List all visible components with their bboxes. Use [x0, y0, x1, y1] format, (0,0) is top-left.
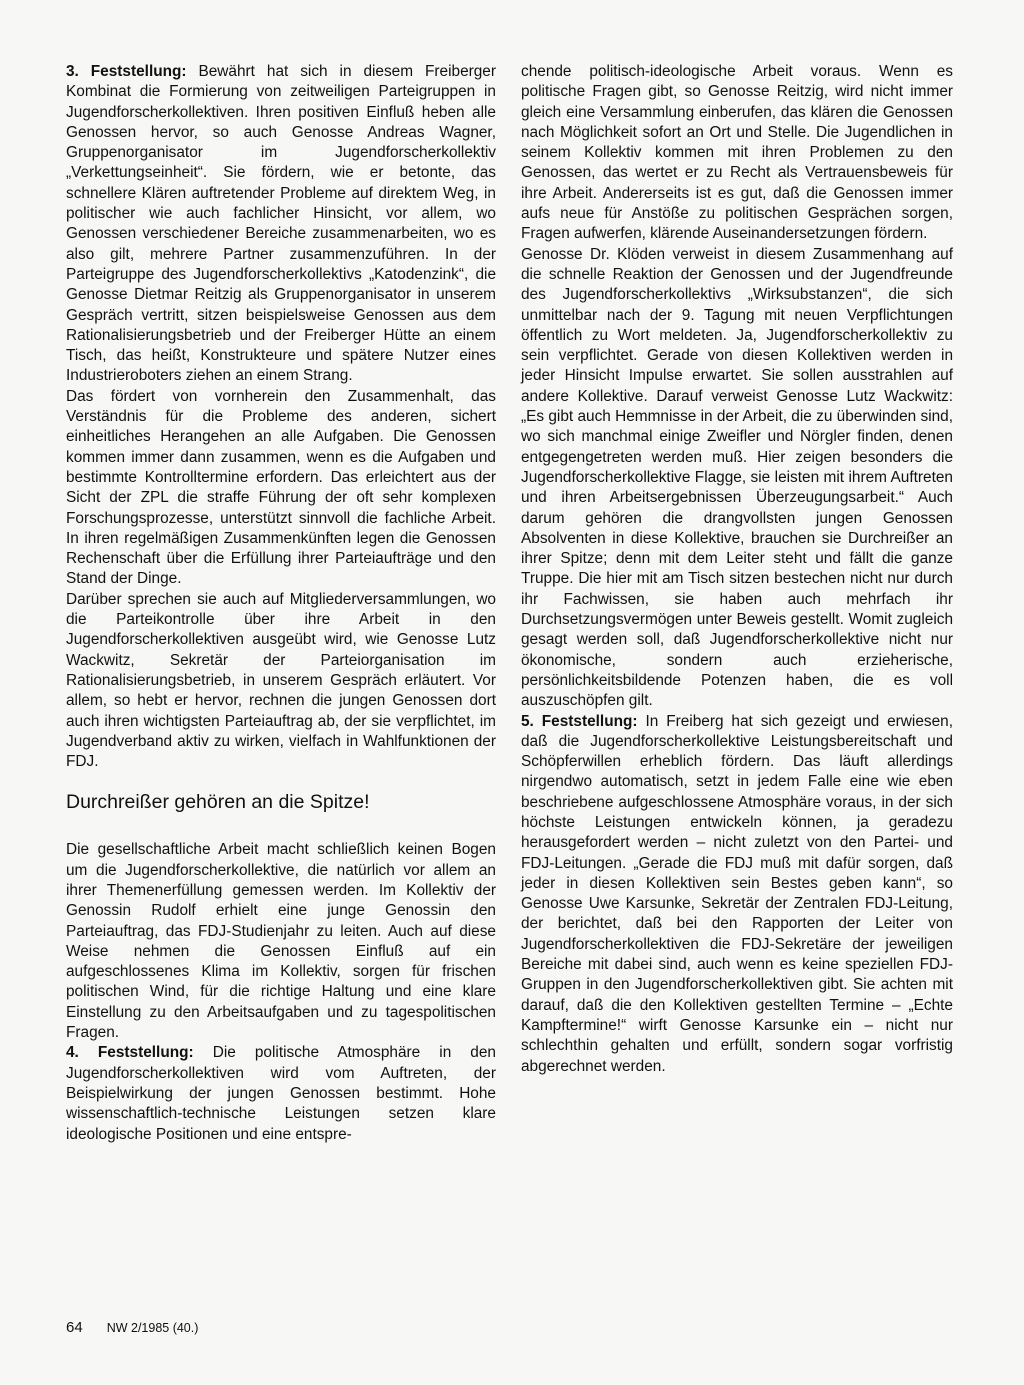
right-column [521, 62, 953, 1077]
paragraph-feststellung-3 [66, 62, 496, 387]
feststellung-5-text: In Freiberg hat sich gezeigt und erwiesen, daß die Jugendforscherkollektive Leistungsbereitschaft und Schöpferwillen erheblich fördern. Das läuft allerdings nirgendwo automatisch, setzt in jedem Falle eine wie eben beschriebene aufgeschlossene Atmosphäre voraus, in der sich höchste Leistungen entwickeln können, ja geradezu herausgefordert werden – nicht zuletzt von den Partei- und FDJ-Leitungen. „Gerade die FDJ muß mit dafür sorgen, daß jeder in diesen Kollektiven sein Bestes geben kann“, so Genosse Uwe Karsunke, Sekretär der Zentralen FDJ-Leitung, der berichtet, daß bei den Rapporten der Leiter von Jugendforscherkollektiven die FDJ-Sekretäre der jeweiligen Bereiche mit dabei sind, auch wenn es keine speziellen FDJ-Gruppen in den Jugendforscherkollektiven gibt. Sie achten mit darauf, daß die den Kollektiven gestellten Termine – „Echte Kampftermine!“ wirft Genosse Karsunke ein – nicht nur schlechthin gehalten und erfüllt, sondern sogar vorfristig abgerechnet werden. [521, 712, 953, 1075]
page-number: 64 [66, 1319, 83, 1336]
feststellung-4-label: 4. Feststellung: [66, 1044, 194, 1062]
feststellung-4-text: Die politische Atmosphäre in den Jugendforscherkollektiven wird vom Auftreten, der Beispielwirkung der jungen Genossen bestimmt. Hohe wissenschaftlich-technische Leistungen setzen klare ideologische Positionen und eine entspre- [66, 1044, 496, 1143]
paragraph-feststellung-5 [521, 712, 953, 1077]
paragraph-gesellschaftliche-arbeit: Die gesellschaftliche Arbeit macht schließlich keinen Bogen um die Jugendforscherkollektive, die natürlich vor allem an ihrer Themenerfüllung gemessen werden. Im Kollektiv der Genossin Rudolf erhielt eine junge Genossin den Parteiauftrag, das FDJ-Studienjahr zu leiten. Auch auf diese Weise nehmen die Genossen Einfluß auf ein aufgeschlossenes Klima im Kollektiv, sorgen für frischen politischen Wind, für die richtige Haltung und eine klare Einstellung zu den Arbeitsaufgaben und zu tagespolitischen Fragen. [66, 841, 496, 1042]
paragraph-kloeden: Genosse Dr. Klöden verweist in diesem Zusammenhang auf die schnelle Reaktion der Genossen und der Jugendfreunde des Jugendforscherkollektivs „Wirksubstanzen“, die sich unmittelbar nach der 9. Tagung mit neuen Verpflichtungen öffentlich zu Wort meldeten. Ja, Jugendforscherkollektiv zu sein verpflichtet. Gerade von diesen Kollektiven werden in jeder Hinsicht Impulse erwartet. Sie sollen ausstrahlen auf andere Kollektive. Darauf verweist Genosse Lutz Wackwitz: „Es gibt auch Hemmnisse in der Arbeit, die zu überwinden sind, wo sich manchmal einige Zweifler und Nörgler finden, denen entgegengetreten werden muß. Hier zeigen besonders die Jugendforscherkollektive Flagge, sie leisten mit ihrem Auftreten und ihren Arbeitsergebnissen Überzeugungsarbeit.“ Auch darum gehören die drangvollsten jungen Genossen Absolventen in diese Kollektive, brauchen sie Durchreißer an ihrer Spitze; denn mit dem Leiter steht und fällt die ganze Truppe. Die hier mit am Tisch sitzen bestechen nicht nur durch ihr Fachwissen, sie haben auch mehrfach ihr Durchsetzungsvermögen unter Beweis gestellt. Womit zugleich gesagt werden soll, daß Jugendforscherkollektive nicht nur ökonomische, sondern auch erzieherische, persönlichkeitsbildende Potenzen haben, die es voll auszuschöpfen gilt. [521, 245, 954, 710]
page-footer [66, 1318, 198, 1338]
paragraph-feststellung-4 [66, 1043, 496, 1144]
section-subheading: Durchreißer gehören an die Spitze! [66, 791, 370, 814]
paragraph-politisch-ideologische-arbeit: chende politisch-ideologische Arbeit voraus. Wenn es politische Fragen gibt, so Genosse Reitzig, wird nicht immer gleich eine Versammlung einberufen, das klären die Genossen nach Möglichkeit sofort an Ort und Stelle. Die Jugendlichen in seinem Kollektiv kommen mit ihren Problemen zu den Genossen, das wertet er zu Recht als Vertrauensbeweis für ihre Arbeit. Andererseits ist es gut, daß die Genossen immer aufs neue für Anstöße zu politischen Gesprächen sorgen, Fragen aufwerfen, klärende Auseinandersetzungen fördern. [521, 63, 953, 243]
feststellung-3-label: 3. Feststellung: [66, 63, 187, 80]
issue-reference: NW 2/1985 (40.) [106, 1321, 199, 1335]
paragraph-zusammenhalt: Das fördert von vornherein den Zusammenhalt, das Verständnis für die Probleme des anderen, sichert einheitliches Herangehen an alle Aufgaben. Die Genossen kommen immer dann zusammen, wenn es die Aufgaben und bestimmte Kontrolltermine erfordern. Das erleichtert aus der Sicht der ZPL die straffe Führung der oft sehr komplexen Forschungsprozesse, unterstützt sinnvoll die fachliche Arbeit. In ihren regelmäßigen Zusammenkünften legen die Genossen Rechenschaft über die Erfüllung ihrer Parteiaufträge und den Stand der Dinge. [66, 387, 496, 588]
feststellung-3-text: Bewährt hat sich in diesem Freiberger Kombinat die Formierung von zeitweiligen Parteigruppen in Jugendforscherkollektiven. Ihren positiven Einfluß heben alle Genossen hervor, so auch Genosse Andreas Wagner, Gruppenorganisator im Jugendforscherkollektiv „Verkettungseinheit“. Sie fördern, wie er betonte, das schnellere Klären auftretender Probleme auf direktem Weg, in politischer wie auch fachlicher Hinsicht, vor allem, wo Genossen verschiedener Bereiche zusammenarbeiten, wo es also gilt, mehrere Partner zusammenzuführen. In der Parteigruppe des Jugendforscherkollektivs „Katodenzink“, die Genosse Dietmar Reitzig als Gruppenorganisator in unserem Gespräch vertritt, sitzen beispielsweise Genossen aus dem Rationalisierungsbetrieb und der Freiberger Hütte an einem Tisch, das heißt, Konstrukteure und spätere Nutzer eines Industrieroboters ziehen an einem Strang. [66, 63, 496, 385]
feststellung-5-label: 5. Feststellung: [521, 712, 638, 730]
left-column [66, 62, 496, 1145]
paragraph-mitgliederversammlungen: Darüber sprechen sie auch auf Mitgliederversammlungen, wo die Parteikontrolle über ihre Arbeit in den Jugendforscherkollektiven ausgeübt wird, wie Genosse Lutz Wackwitz, Sekretär der Parteiorganisation im Rationalisierungsbetrieb, in unserem Gespräch erläutert. Vor allem, so hebt er hervor, rechnen die jungen Genossen dort auch ihren wichtigsten Parteiauftrag ab, der sie verpflichtet, im Jugendverband aktiv zu wirken, vielfach in Wahlfunktionen der FDJ. [66, 590, 496, 771]
